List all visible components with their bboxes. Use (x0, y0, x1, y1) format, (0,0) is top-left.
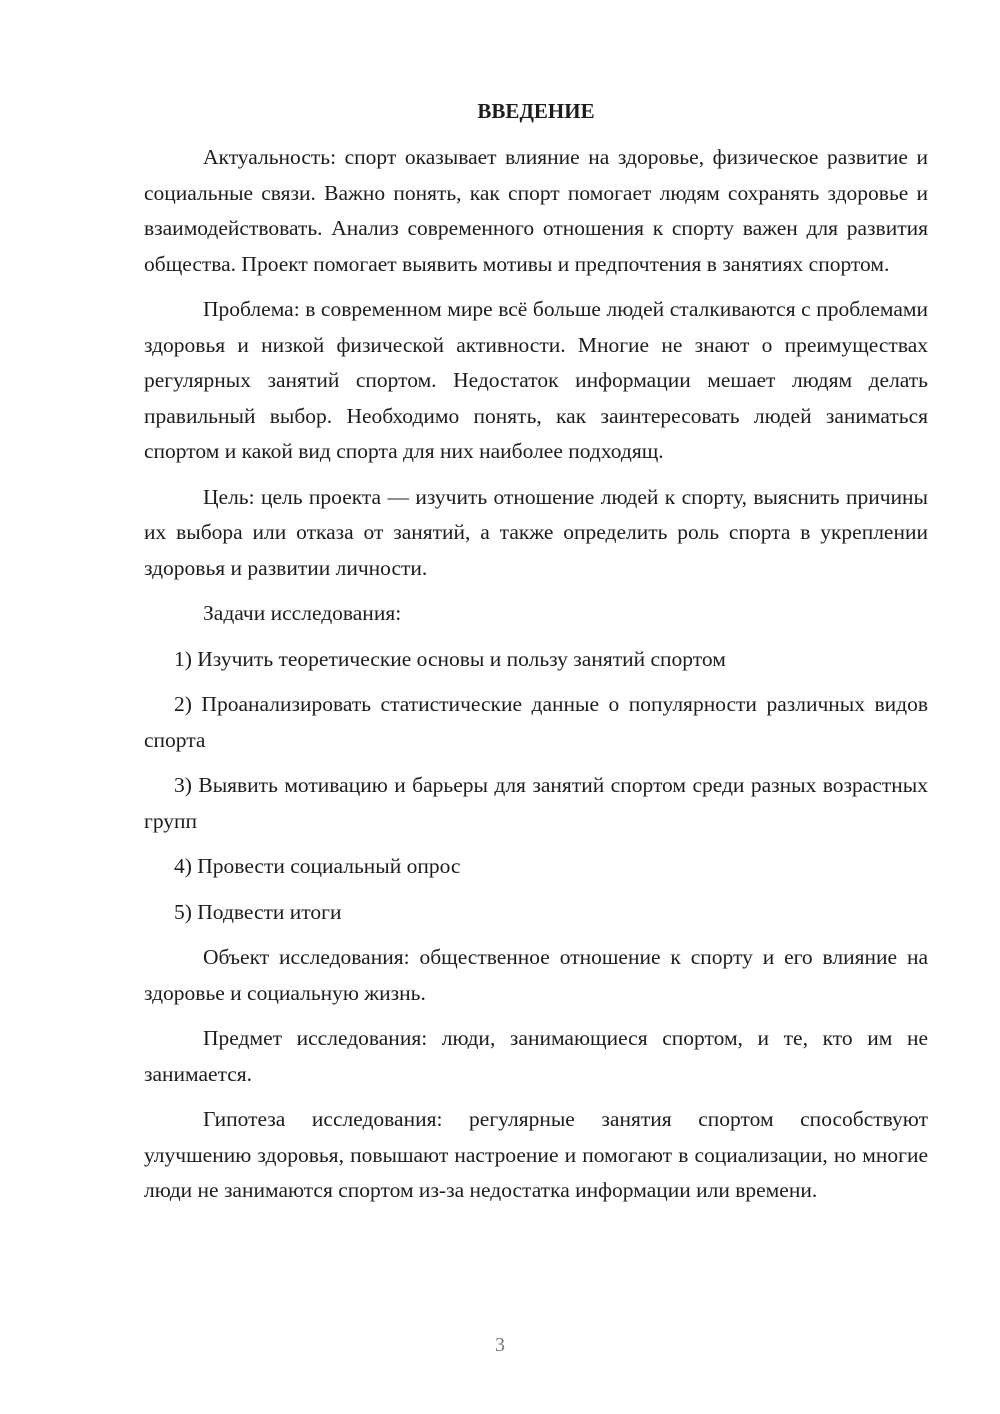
paragraph-relevance: Актуальность: спорт оказывает влияние на здоровье, физическое развитие и социальные связи. Важно понять, как спорт помогает людям сохранять здоровье и взаимодействовать. Анализ современного отношения к спорту важен для развития общества. Проект помогает выявить мотивы и предпочтения в занятиях спортом. (144, 145, 928, 276)
task-item-4: 4) Провести социальный опрос (174, 854, 461, 878)
task-item-2: 2) Проанализировать статистические данные о популярности различных видов спорта (144, 692, 928, 752)
paragraph-subject: Предмет исследования: люди, занимающиеся спортом, и те, кто им не занимается. (144, 1026, 928, 1086)
page-number: 3 (495, 1334, 505, 1356)
task-item-1: 1) Изучить теоретические основы и пользу занятий спортом (174, 646, 726, 671)
task-item-5: 5) Подвести итоги (174, 899, 342, 924)
paragraph-tasks-heading: Задачи исследования: (203, 601, 402, 625)
paragraph-object: Объект исследования: общественное отношение к спорту и его влияние на здоровье и социальную жизнь. (144, 945, 928, 1005)
section-title: ВВЕДЕНИЕ (477, 99, 595, 123)
document-page (144, 96, 928, 1219)
paragraph-problem: Проблема: в современном мире всё больше людей сталкиваются с проблемами здоровья и низкой физической активности. Многие не знают о преимуществах регулярных занятий спортом. Недостаток информации мешает людям делать правильный выбор. Необходимо понять, как заинтересовать людей заниматься спортом и какой вид спорта для них наиболее подходящ. (144, 297, 928, 463)
task-item-3: 3) Выявить мотивацию и барьеры для занятий спортом среди разных возрастных групп (144, 773, 928, 833)
paragraph-hypothesis: Гипотеза исследования: регулярные занятия спортом способствуют улучшению здоровья, повышают настроение и помогают в социализации, но многие люди не занимаются спортом из-за недостатка информации или времени. (144, 1107, 928, 1202)
paragraph-goal: Цель: цель проекта — изучить отношение людей к спорту, выяснить причины их выбора или отказа от занятий, а также определить роль спорта в укреплении здоровья и развитии личности. (144, 484, 928, 580)
